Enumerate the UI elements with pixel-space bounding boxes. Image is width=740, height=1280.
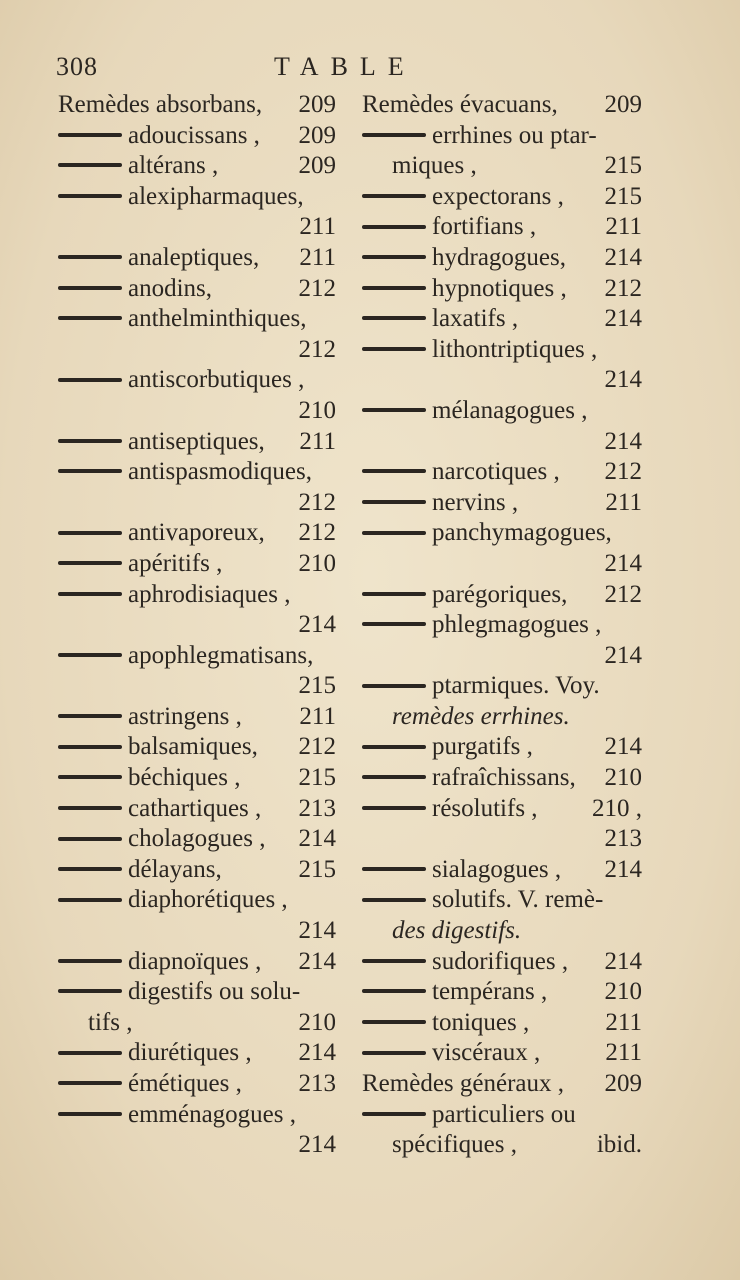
ditto-dash (58, 163, 122, 167)
index-entry (362, 1038, 642, 1069)
index-entry (362, 488, 642, 519)
entry-text: sialagogues , (432, 855, 562, 883)
index-entry (362, 732, 642, 763)
index-entry (362, 90, 642, 121)
page-reference: 212 (298, 733, 336, 761)
running-title: TABLE (274, 52, 416, 81)
index-entry (58, 212, 336, 243)
index-entry (58, 732, 336, 763)
page-reference: 214 (604, 305, 642, 333)
entry-text: mélanagogues , (432, 396, 588, 424)
entry-text: aphrodisiaques , (128, 580, 291, 608)
page-reference: 211 (605, 1008, 642, 1036)
entry-text: digestifs ou solu- (128, 978, 301, 1006)
ditto-dash (58, 959, 122, 963)
ditto-dash (58, 531, 122, 535)
entry-text: émétiques , (128, 1070, 242, 1097)
ditto-dash (58, 714, 122, 718)
ditto-dash (58, 775, 122, 779)
index-entry (362, 1130, 642, 1161)
page-reference: 211 (299, 702, 336, 730)
entry-text: analeptiques, (128, 243, 260, 271)
ditto-dash (362, 745, 426, 749)
page-reference: 211 (299, 213, 336, 241)
ditto-dash (58, 806, 122, 810)
ditto-dash (58, 745, 122, 749)
page-reference: 210 (298, 1008, 336, 1036)
index-column-right (362, 90, 642, 1161)
index-entry (58, 365, 336, 396)
index-entry (58, 549, 336, 580)
entry-text: antivaporeux, (128, 519, 265, 547)
ditto-dash (58, 316, 122, 320)
entry-text: anodins, (128, 274, 213, 302)
index-entry (362, 121, 642, 152)
page-reference: 215 (298, 855, 336, 883)
ditto-dash (362, 500, 426, 504)
index-entry (362, 610, 642, 641)
page-reference: 213 (298, 794, 336, 822)
index-entry (362, 151, 642, 182)
entry-text: adoucissans , (128, 121, 260, 149)
ditto-dash (362, 1112, 426, 1116)
entry-text: Remèdes évacuans, (362, 91, 558, 118)
entry-text: narcotiques , (432, 458, 560, 486)
index-entry (362, 304, 642, 335)
index-entry (58, 1130, 336, 1161)
ditto-dash (362, 469, 426, 473)
index-entry (362, 335, 642, 366)
page-reference: 214 (604, 641, 642, 669)
index-entry (362, 274, 642, 305)
entry-text: rafraîchissans, (432, 764, 576, 792)
entry-text: diapnoïques , (128, 947, 262, 975)
page-reference: 209 (604, 1070, 642, 1097)
index-entry (362, 641, 642, 672)
index-entry (58, 947, 336, 978)
page-reference: 209 (298, 121, 336, 149)
entry-text: balsamiques, (128, 733, 258, 761)
index-entry (58, 702, 336, 733)
ditto-dash (362, 347, 426, 351)
index-entry (362, 1100, 642, 1131)
ditto-dash (362, 806, 426, 810)
entry-text: purgatifs , (432, 733, 533, 761)
page-reference: 212 (298, 274, 336, 302)
page-reference: 212 (604, 580, 642, 608)
ditto-dash (362, 775, 426, 779)
entry-text: diaphorétiques , (128, 886, 288, 914)
page-reference: 214 (604, 855, 642, 883)
entry-text: toniques , (432, 1008, 530, 1036)
page-reference: 212 (604, 274, 642, 302)
index-entry (362, 947, 642, 978)
ditto-dash (58, 1112, 122, 1116)
index-entry (58, 121, 336, 152)
ditto-dash (58, 653, 122, 657)
entry-text: altérans , (128, 152, 219, 180)
index-entry (362, 671, 642, 702)
index-entry (58, 855, 336, 886)
page-reference: 210 (604, 978, 642, 1006)
index-entry (58, 794, 336, 825)
index-entry (58, 274, 336, 305)
ditto-dash (58, 1051, 122, 1055)
index-entry (58, 335, 336, 366)
page-reference: 213 (604, 825, 642, 853)
index-entry (58, 488, 336, 519)
page-reference: ibid. (596, 1131, 642, 1159)
entry-text: alexipharmaques, (128, 182, 304, 210)
entry-text: apophlegmatisans, (128, 641, 314, 669)
ditto-dash (362, 531, 426, 535)
ditto-dash (362, 1020, 426, 1024)
ditto-dash (58, 1081, 122, 1085)
index-entry (58, 977, 336, 1008)
index-entry (362, 182, 642, 213)
entry-text: emménagogues , (128, 1100, 297, 1128)
entry-text: cathartiques , (128, 794, 262, 822)
entry-text: Remèdes généraux , (362, 1070, 565, 1097)
index-entry (362, 824, 642, 855)
page-reference: 214 (604, 549, 642, 577)
entry-text: antispasmodiques, (128, 458, 313, 486)
page-reference: 211 (605, 213, 642, 241)
ditto-dash (362, 1051, 426, 1055)
index-entry (58, 763, 336, 794)
page-reference: 212 (298, 519, 336, 547)
ditto-dash (58, 469, 122, 473)
index-entry (58, 1038, 336, 1069)
page-reference: 214 (298, 825, 336, 853)
page-reference: 212 (298, 335, 336, 363)
index-entry (58, 1008, 336, 1039)
entry-text: panchymagogues, (432, 519, 612, 547)
index-entry (362, 763, 642, 794)
ditto-dash (362, 225, 426, 229)
index-entry (362, 977, 642, 1008)
entry-text: Remèdes absorbans, (58, 91, 263, 118)
page-reference: 215 (604, 182, 642, 210)
entry-text: antiseptiques, (128, 427, 265, 455)
index-entry (58, 671, 336, 702)
page-reference: 212 (298, 488, 336, 516)
entry-text: résolutifs , (432, 794, 538, 822)
entry-text: sudorifiques , (432, 947, 569, 975)
page-reference: 214 (604, 366, 642, 394)
ditto-dash (362, 622, 426, 626)
entry-text: hydragogues, (432, 243, 566, 271)
ditto-dash (362, 316, 426, 320)
ditto-dash (362, 255, 426, 259)
ditto-dash (362, 286, 426, 290)
page-reference: 214 (604, 733, 642, 761)
page-number: 308 (56, 52, 98, 81)
page-reference: 214 (298, 611, 336, 639)
ditto-dash (58, 133, 122, 137)
page-reference: 214 (604, 947, 642, 975)
index-entry (58, 90, 336, 121)
index-entry (58, 885, 336, 916)
entry-text: ptarmiques. Voy. (432, 672, 600, 700)
index-entry (58, 824, 336, 855)
ditto-dash (58, 592, 122, 596)
ditto-dash (58, 194, 122, 198)
entry-text: cholagogues , (128, 825, 266, 853)
index-entry (362, 518, 642, 549)
index-entry (362, 457, 642, 488)
index-entry (362, 580, 642, 611)
page-reference: 210 (604, 764, 642, 792)
entry-text: lithontriptiques , (432, 335, 598, 363)
index-entry (362, 365, 642, 396)
index-entry (362, 243, 642, 274)
index-entry (58, 243, 336, 274)
index-entry (58, 641, 336, 672)
page-reference: 210 (298, 396, 336, 424)
entry-text: diurétiques , (128, 1039, 252, 1067)
page-reference: 209 (298, 91, 336, 118)
page-header (0, 52, 740, 86)
ditto-dash (58, 286, 122, 290)
index-entry (362, 916, 642, 947)
ditto-dash (362, 989, 426, 993)
entry-text: parégoriques, (432, 580, 568, 608)
index-entry (58, 518, 336, 549)
ditto-dash (58, 837, 122, 841)
page-reference: 214 (604, 427, 642, 455)
index-entry (58, 610, 336, 641)
index-entry (58, 427, 336, 458)
ditto-dash (58, 898, 122, 902)
entry-text: viscéraux , (432, 1039, 541, 1067)
ditto-dash (362, 867, 426, 871)
entry-text: laxatifs , (432, 305, 519, 333)
entry-text: errhines ou ptar- (432, 121, 597, 149)
ditto-dash (362, 898, 426, 902)
ditto-dash (362, 684, 426, 688)
index-entry (58, 304, 336, 335)
index-column-left (58, 90, 336, 1161)
page-reference: 212 (604, 458, 642, 486)
page-reference: 211 (605, 488, 642, 516)
page-reference: 214 (298, 1039, 336, 1067)
entry-text: apéritifs , (128, 549, 223, 577)
ditto-dash (58, 867, 122, 871)
page-reference: 214 (298, 917, 336, 945)
page-reference: 213 (298, 1070, 336, 1097)
page-reference: 214 (298, 947, 336, 975)
ditto-dash (58, 255, 122, 259)
entry-text: nervins , (432, 488, 519, 516)
index-entry (58, 1100, 336, 1131)
entry-text: astringens , (128, 702, 242, 730)
ditto-dash (362, 408, 426, 412)
index-entry (362, 427, 642, 458)
index-entry (58, 916, 336, 947)
entry-text: antiscorbutiques , (128, 366, 305, 394)
index-entry (362, 549, 642, 580)
index-entry (58, 396, 336, 427)
page-reference: 214 (298, 1131, 336, 1159)
ditto-dash (362, 959, 426, 963)
page-reference: 214 (604, 243, 642, 271)
page-reference: 211 (605, 1039, 642, 1067)
entry-text: délayans, (128, 855, 222, 883)
page-reference: 209 (604, 91, 642, 118)
index-entry (362, 396, 642, 427)
entry-text: phlegmagogues , (432, 611, 602, 639)
entry-text: anthelminthiques, (128, 305, 307, 333)
index-entry (362, 1008, 642, 1039)
page-reference: 210 (298, 549, 336, 577)
ditto-dash (58, 989, 122, 993)
page-reference: 211 (299, 427, 336, 455)
ditto-dash (362, 194, 426, 198)
entry-text: béchiques , (128, 764, 241, 792)
page-reference: 209 (298, 152, 336, 180)
page-reference: 210 , (592, 794, 642, 822)
entry-text: des digestifs. (392, 917, 522, 945)
index-entry (58, 1069, 336, 1100)
entry-text: expectorans , (432, 182, 564, 210)
entry-text: spécifiques , (392, 1131, 517, 1159)
entry-text: miques , (392, 152, 477, 180)
ditto-dash (58, 439, 122, 443)
index-entry (58, 182, 336, 213)
entry-text: hypnotiques , (432, 274, 567, 302)
index-entry (362, 794, 642, 825)
page-reference: 215 (298, 764, 336, 792)
index-entry (362, 1069, 642, 1100)
entry-text: particuliers ou (432, 1100, 576, 1128)
ditto-dash (58, 378, 122, 382)
index-entry (362, 702, 642, 733)
ditto-dash (362, 133, 426, 137)
entry-text: tifs , (88, 1008, 133, 1036)
entry-text: solutifs. V. remè- (432, 886, 604, 914)
entry-text: tempérans , (432, 978, 548, 1006)
index-entry (58, 457, 336, 488)
index-entry (362, 212, 642, 243)
ditto-dash (58, 561, 122, 565)
entry-text: remèdes errhines. (392, 702, 570, 730)
page-reference: 215 (604, 152, 642, 180)
index-entry (362, 885, 642, 916)
index-entry (362, 855, 642, 886)
index-entry (58, 151, 336, 182)
entry-text: fortifians , (432, 213, 537, 241)
ditto-dash (362, 592, 426, 596)
page-reference: 211 (299, 243, 336, 271)
index-entry (58, 580, 336, 611)
page-reference: 215 (298, 672, 336, 700)
